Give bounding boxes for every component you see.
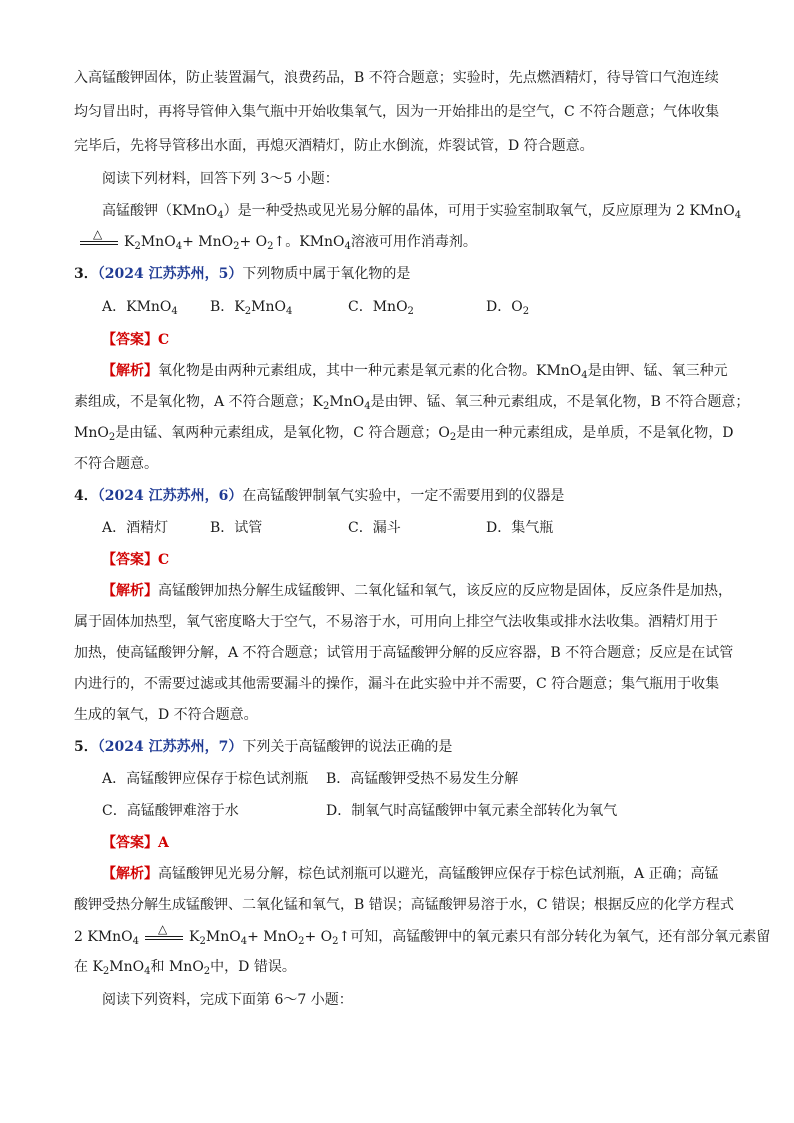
analysis-line: 【解析】氧化物是由两种元素组成，其中一种元素是氧元素的化合物。KMnO$_4$是由钾、锰、氧三种元 (102, 363, 728, 381)
option-c: C．MnO$_2$ (348, 299, 414, 317)
analysis-line: 素组成，不是氧化物，A 不符合题意；$K_2MnO_4$是由钾、锰、氧三种元素组成，不是氧化物，B 不符合题意； (74, 394, 750, 412)
option-c: C．高锰酸钾难溶于水 (102, 803, 239, 819)
option-a: A．高锰酸钾应保存于棕色试剂瓶 (102, 771, 309, 787)
option-c: C．漏斗 (348, 520, 401, 536)
option-d: D．制氧气时高锰酸钾中氧元素全部转化为氧气 (326, 803, 618, 819)
analysis-line: 【解析】高锰酸钾加热分解生成锰酸钾、二氧化锰和氧气，该反应的反应物是固体，反应条件是加热， (102, 583, 732, 599)
reading-intro: 阅读下列资料，完成下面第 6～7 小题： (102, 992, 353, 1008)
analysis-line: 生成的氧气，D 不符合题意。 (74, 707, 258, 723)
analysis-line: 酸钾受热分解生成锰酸钾、二氧化锰和氧气，B 错误；高锰酸钾易溶于水，C 错误；根据反应的化学方程式 (74, 897, 734, 913)
material-equation: △ $K_2MnO_4+ MnO_2+$ $O_2↑$。KMnO$_4$溶液可用作消毒剂。 (74, 232, 477, 252)
paragraph-line: 入高锰酸钾固体，防止装置漏气，浪费药品，B 不符合题意；实验时，先点燃酒精灯，待导管口气泡连续 (74, 70, 719, 86)
option-a: A．KMnO$_4$ (102, 299, 178, 317)
question-3: 3．（2024 江苏苏州，5）下列物质中属于氧化物的是 (74, 266, 411, 282)
answer: 【答案】C (102, 552, 170, 568)
analysis-line: 内进行的，不需要过滤或其他需要漏斗的操作，漏斗在此实验中并不需要，C 符合题意；集气瓶用于收集 (74, 676, 720, 692)
option-b: B．试管 (210, 520, 263, 536)
analysis-line: 加热，使高锰酸钾分解，A 不符合题意；试管用于高锰酸钾分解的反应容器，B 不符合题意；反应是在试管 (74, 645, 734, 661)
question-source: （2024 江苏苏州，5） (97, 266, 243, 282)
answer: 【答案】C (102, 332, 170, 348)
question-source: （2024 江苏苏州，7） (97, 739, 243, 755)
paragraph-line: 均匀冒出时，再将导管伸入集气瓶中开始收集氧气，因为一开始排出的是空气，C 不符合题意；气体收集 (74, 104, 720, 120)
analysis-line: 【解析】高锰酸钾见光易分解，棕色试剂瓶可以避光，高锰酸钾应保存于棕色试剂瓶，A 正确；高锰 (102, 866, 719, 882)
analysis-equation-line: 2 KMnO$_4$ △ $K_2MnO_4+ MnO_2+$ $O_2↑$可知，高锰酸钾中的氧元素只有部分转化为氧气，还有部分氧元素留 (74, 922, 771, 947)
option-d: D．集气瓶 (486, 520, 554, 536)
analysis-line: 不符合题意。 (74, 456, 158, 472)
question-4: 4．（2024 江苏苏州，6）在高锰酸钾制氧气实验中，一定不需要用到的仪器是 (74, 488, 565, 504)
option-d: D．$O_2$ (486, 299, 530, 317)
heat-arrow: △ (145, 930, 183, 944)
reading-intro: 阅读下列材料，回答下列 3～5 小题： (102, 171, 339, 187)
paragraph-line: 完毕后，先将导管移出水面，再熄灭酒精灯，防止水倒流，炸裂试管，D 符合题意。 (74, 138, 594, 154)
analysis-line: 属于固体加热型，氧气密度略大于空气，不易溶于水，可用向上排空气法收集或排水法收集。酒精灯用于 (74, 614, 718, 630)
question-5: 5．（2024 江苏苏州，7）下列关于高锰酸钾的说法正确的是 (74, 739, 453, 755)
analysis-line: 在 $K_2MnO_4$和 MnO$_2$中，D 错误。 (74, 959, 296, 977)
heat-arrow: △ (80, 235, 118, 249)
answer: 【答案】A (102, 835, 169, 851)
option-b: B．高锰酸钾受热不易发生分解 (326, 771, 519, 787)
option-b: B．$K_2MnO_4$ (210, 299, 293, 317)
material-line: 高锰酸钾（KMnO$_4$）是一种受热或见光易分解的晶体，可用于实验室制取氧气，反应原理为 2 KMnO$_4$ (102, 203, 742, 221)
option-a: A．酒精灯 (102, 520, 169, 536)
analysis-line: MnO$_2$是由锰、氧两种元素组成，是氧化物，C 符合题意；$O_2$是由一种元素组成，是单质，不是氧化物，D (74, 425, 734, 443)
question-source: （2024 江苏苏州，6） (97, 488, 243, 504)
